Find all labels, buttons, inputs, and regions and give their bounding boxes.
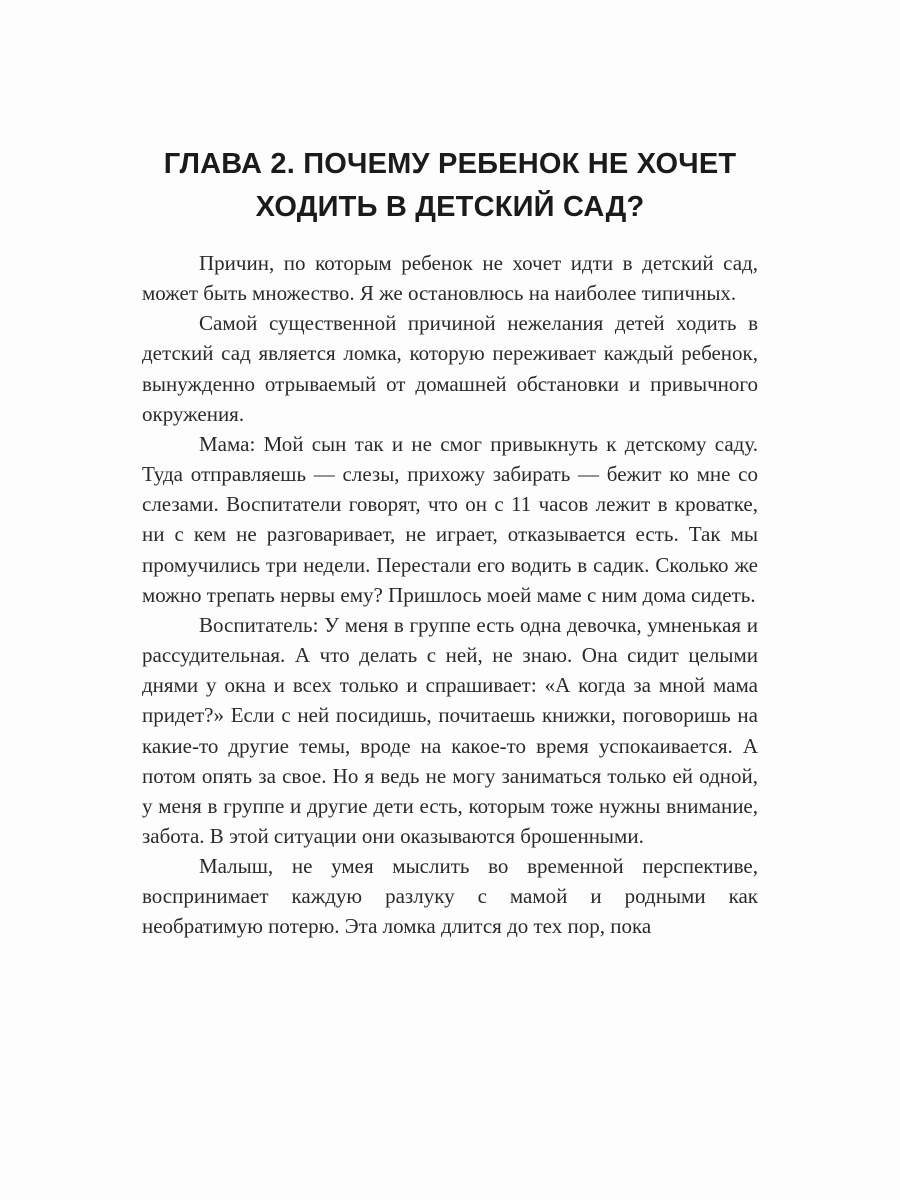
paragraph-3: Мама: Мой сын так и не смог привыкнуть к детскому саду. Туда отправляешь — слезы, прихожу забирать — бежит ко мне со слезами. Воспитатели говорят, что он с 11 часов лежит в кроватке, ни с кем не разговаривает, не играет, отказывается есть. Так мы промучились три недели. Перестали его водить в садик. Сколько же можно трепать нервы ему? Пришлось моей маме с ним дома сидеть. bbox=[142, 431, 758, 607]
paragraph-1: Причин, по которым ребенок не хочет идти в детский сад, может быть множество. Я же остановлюсь на наиболее типичных. bbox=[142, 251, 758, 306]
body-text bbox=[142, 248, 758, 942]
paragraph-4: Воспитатель: У меня в группе есть одна девочка, умненькая и рассудительная. А что делать с ней, не знаю. Она сидит целыми днями у окна и всех только и спрашивает: «А когда за мной мама придет?» Если с ней посидишь, почитаешь книжки, поговоришь на какие-то другие темы, вроде на какое-то время успокаивается. А потом опять за свое. Но я ведь не могу заниматься только ей одной, у меня в группе и другие дети есть, которым тоже нужны внимание, забота. В этой ситуации они оказываются брошенными. bbox=[142, 612, 758, 848]
chapter-title bbox=[140, 143, 760, 229]
chapter-title-line-1: ГЛАВА 2. ПОЧЕМУ РЕБЕНОК НЕ ХОЧЕТ bbox=[163, 148, 737, 180]
chapter-title-line-2: ХОДИТЬ В ДЕТСКИЙ САД? bbox=[255, 191, 645, 223]
paragraph-2: Самой существенной причиной нежелания детей ходить в детский сад является ломка, которую переживает каждый ребенок, вынужденно отрываемый от домашней обстановки и привычного окружения. bbox=[142, 311, 758, 426]
paragraph-5: Малыш, не умея мыслить во временной перспективе, воспринимает каждую разлуку с мамой и родными как необратимую потерю. Эта ломка длится до тех пор, пока bbox=[142, 854, 758, 939]
